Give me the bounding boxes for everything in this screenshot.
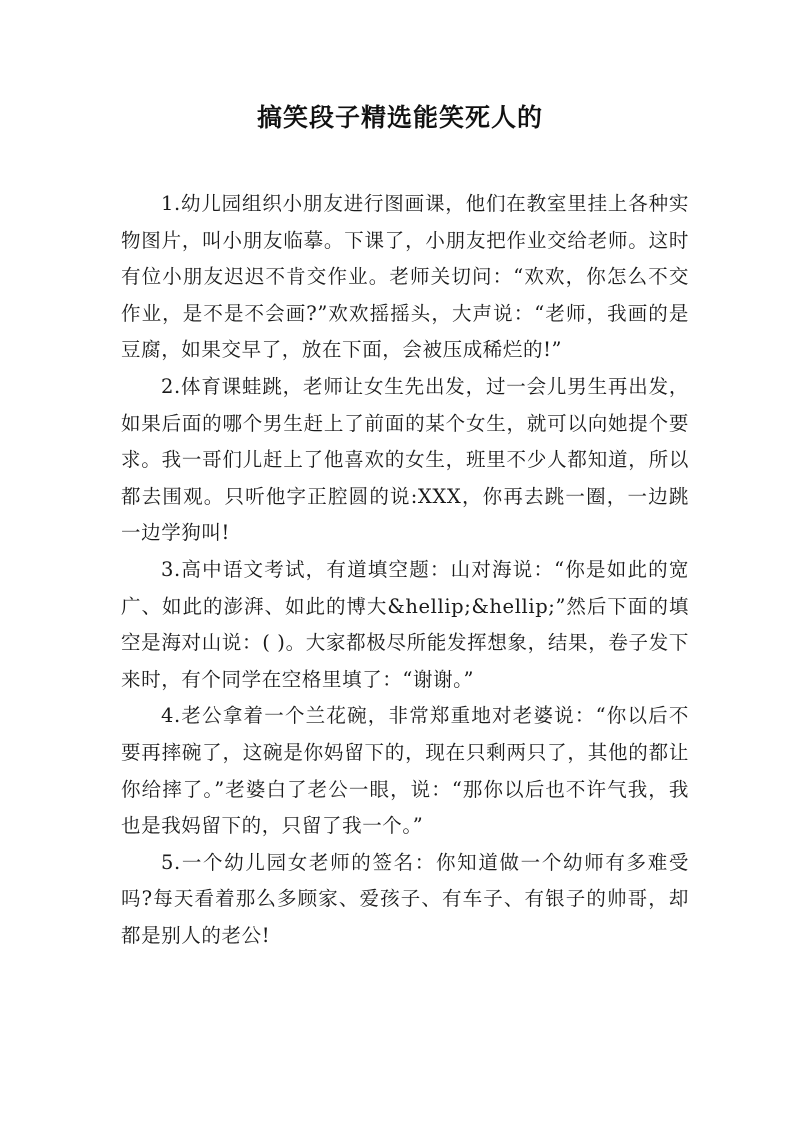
- paragraph-5: 5.一个幼儿园女老师的签名：你知道做一个幼师有多难受吗?每天看着那么多顾家、爱孩子、有车子、有银子的帅哥，却都是别人的老公!: [121, 850, 689, 947]
- paragraph-3: 3.高中语文考试，有道填空题：山对海说：“你是如此的宽广、如此的澎湃、如此的博大&hellip;&hellip;”然后下面的填空是海对山说：( )。大家都极尽所能发挥想象，结果，卷子发下来时，有个同学在空格里填了：“谢谢。”: [121, 557, 689, 691]
- paragraph-2: 2.体育课蛙跳，老师让女生先出发，过一会儿男生再出发，如果后面的哪个男生赶上了前面的某个女生，就可以向她提个要求。我一哥们儿赶上了他喜欢的女生，班里不少人都知道，所以都去围观。只听他字正腔圆的说:XXX，你再去跳一圈，一边跳一边学狗叫!: [121, 374, 689, 545]
- paragraph-1: 1.幼儿园组织小朋友进行图画课，他们在教室里挂上各种实物图片，叫小朋友临摹。下课了，小朋友把作业交给老师。这时有位小朋友迟迟不肯交作业。老师关切问：“欢欢，你怎么不交作业，是不是不会画?”欢欢摇摇头，大声说：“老师，我画的是豆腐，如果交早了，放在下面，会被压成稀烂的!”: [121, 192, 689, 362]
- document-title: 搞笑段子精选能笑死人的: [256, 103, 543, 132]
- document-body: [121, 186, 689, 954]
- paragraph-4: 4.老公拿着一个兰花碗，非常郑重地对老婆说：“你以后不要再摔碗了，这碗是你妈留下的，现在只剩两只了，其他的都让你给摔了。”老婆白了老公一眼，说：“那你以后也不许气我，我也是我妈留下的，只留了我一个。”: [121, 704, 689, 838]
